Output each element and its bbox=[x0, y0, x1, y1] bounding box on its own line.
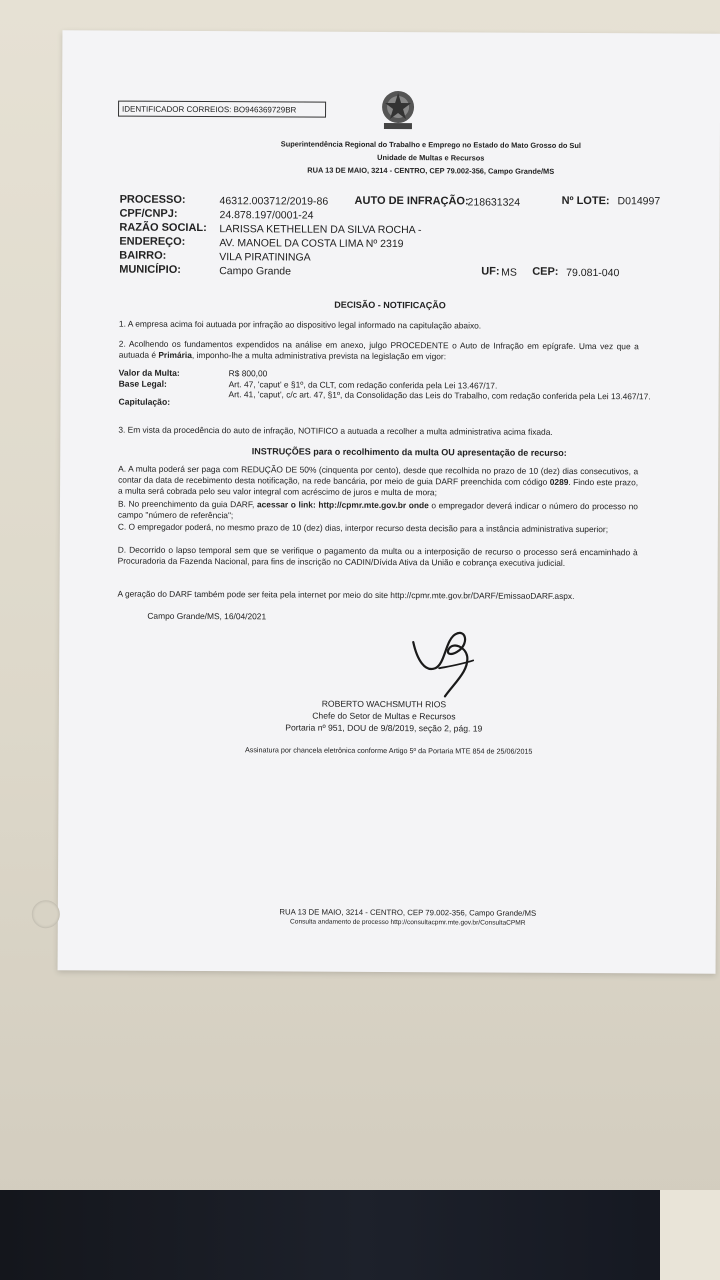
auto-value: 218631324 bbox=[467, 196, 521, 209]
instrucao-a: A. A multa poderá ser paga com REDUÇÃO DE 50% (cinquenta por cento), desde que recolhida no prazo de 10 (dez) dias consecutivos, a contar da data de recebimento desta notificação, na rede bancária, por meio de guia DARF preenchida com código 0289. Findo este prazo, a multa será cobrada pelo seu valor integral com acréscimo de juros e multa de mora; bbox=[118, 463, 639, 498]
uf-label: UF: bbox=[481, 265, 500, 278]
org-address: RUA 13 DE MAIO, 3214 - CENTRO, CEP 79.002-356, Campo Grande/MS bbox=[307, 165, 555, 176]
cep-value: 79.081-040 bbox=[566, 266, 620, 280]
decisao-paragraph-1: 1. A empresa acima foi autuada por infração ao dispositivo legal informado na capitulação abaixo. bbox=[118, 318, 482, 331]
lote-label: Nº LOTE: bbox=[561, 194, 610, 208]
footer-address: RUA 13 DE MAIO, 3214 - CENTRO, CEP 79.002-356, Campo Grande/MS bbox=[279, 907, 537, 918]
processo-value: 46312.003712/2019-86 bbox=[219, 195, 329, 208]
instrucao-c: C. O empregador poderá, no mesmo prazo de 10 (dez) dias, interpor recurso desta decisão para a instância administrativa superior; bbox=[117, 521, 609, 535]
tracking-id-box: IDENTIFICADOR CORREIOS: BO946369729BR bbox=[118, 101, 326, 118]
bairro-label: BAIRRO: bbox=[119, 249, 167, 262]
base-label: Base Legal: bbox=[118, 378, 167, 389]
base-value: Art. 47, 'caput' e §1º, da CLT, com redação conferida pela Lei 13.467/17. bbox=[228, 379, 498, 391]
processo-label: PROCESSO: bbox=[119, 193, 186, 206]
auto-label: AUTO DE INFRAÇÃO: bbox=[354, 194, 469, 208]
bairro-value: VILA PIRATININGA bbox=[219, 251, 311, 264]
floor-corner bbox=[660, 1190, 720, 1280]
valor-label: Valor da Multa: bbox=[118, 367, 180, 378]
capitulacao-label: Capitulação: bbox=[118, 396, 171, 407]
decisao-paragraph-2: 2. Acolhendo os fundamentos expendidos na análise em anexo, julgo PROCEDENTE o Auto de Infração em epígrafe. Uma vez que a autuada é Primária, imponho-lhe a multa administrativa prevista na legislação em vigor: bbox=[118, 338, 639, 362]
municipio-label: MUNICÍPIO: bbox=[119, 263, 181, 276]
endereco-value: AV. MANOEL DA COSTA LIMA Nº 2319 bbox=[219, 237, 404, 251]
cep-label: CEP: bbox=[532, 265, 559, 278]
valor-value: R$ 800,00 bbox=[228, 368, 268, 379]
signer-portaria: Portaria nº 951, DOU de 9/8/2019, seção 2, pág. 19 bbox=[285, 722, 483, 734]
instrucao-b: B. No preenchimento da guia DARF, acessar o link: http://cpmr.mte.gov.br onde o empregador deverá indicar o número do processo no campo "número de referência"; bbox=[117, 498, 639, 521]
local-data: Campo Grande/MS, 16/04/2021 bbox=[147, 610, 267, 622]
instrucoes-title: INSTRUÇÕES para o recolhimento da multa OU apresentação de recurso: bbox=[251, 446, 567, 458]
cpf-value: 24.878.197/0001-24 bbox=[219, 209, 314, 222]
handwritten-signature bbox=[405, 620, 485, 700]
signer-role: Chefe do Setor de Multas e Recursos bbox=[312, 710, 456, 722]
instrucao-d: D. Decorrido o lapso temporal sem que se verifique o pagamento da multa ou a interposição de recurso o processo será encaminhado à Procuradoria da Fazenda Nacional, para fins de inscrição no CADIN/Dívida Ativa da União e cobrança executiva judicial. bbox=[117, 544, 638, 568]
chancela-note: Assinatura por chancela eletrônica conforme Artigo 5º da Portaria MTE 854 de 25/06/2015 bbox=[244, 745, 533, 756]
footer-consulta: Consulta andamento de processo http://consultacpmr.mte.gov.br/ConsultaCPMR bbox=[290, 918, 526, 927]
org-name: Superintendência Regional do Trabalho e Emprego no Estado do Mato Grosso do Sul bbox=[280, 139, 581, 151]
decisao-title: DECISÃO - NOTIFICAÇÃO bbox=[334, 299, 446, 311]
capitulacao-value: Art. 41, 'caput', c/c art. 47, §1º, da Consolidação das Leis do Trabalho, com redação conferida pela Lei 13.467/17. bbox=[228, 389, 651, 402]
decisao-paragraph-3: 3. Em vista da procedência do auto de infração, NOTIFICO a autuada a recolher a multa administrativa acima fixada. bbox=[118, 424, 553, 437]
lote-value: D014997 bbox=[617, 195, 661, 208]
endereco-label: ENDEREÇO: bbox=[119, 235, 186, 248]
uf-value: MS bbox=[501, 266, 517, 279]
document-page bbox=[58, 30, 720, 973]
org-unit: Unidade de Multas e Recursos bbox=[377, 152, 485, 163]
floor-area bbox=[0, 1190, 720, 1280]
coat-of-arms-icon bbox=[376, 87, 420, 133]
razao-value: LARISSA KETHELLEN DA SILVA ROCHA - bbox=[219, 223, 422, 237]
municipio-value: Campo Grande bbox=[219, 265, 292, 278]
signer-name: ROBERTO WACHSMUTH RIOS bbox=[321, 698, 447, 710]
razao-label: RAZÃO SOCIAL: bbox=[119, 221, 207, 235]
punch-hole bbox=[32, 900, 60, 928]
darf-note: A geração do DARF também pode ser feita pela internet por meio do site http://cpmr.mte.gov.br/DARF/EmissaoDARF.aspx. bbox=[117, 588, 575, 601]
cpf-label: CPF/CNPJ: bbox=[119, 207, 178, 220]
